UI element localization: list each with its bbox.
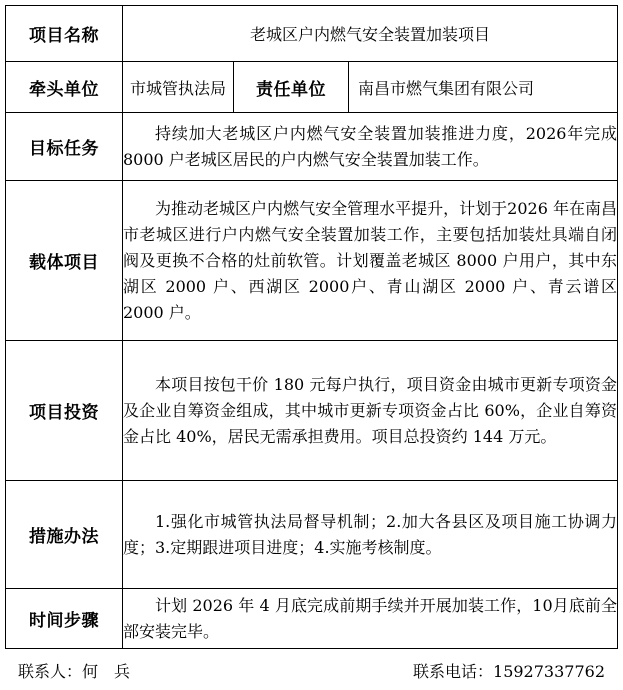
contact-person: 联系人：何 兵: [18, 662, 131, 681]
investment-text: 本项目按包干价 180 元每户执行，项目资金由城市更新专项资金及企业自筹资金组成，其中城市更新专项资金占比 60%，企业自筹资金占比 40%，居民无需承担费用。项目总投资约 144 万元。: [123, 374, 618, 446]
schedule-label: 时间步骤: [6, 589, 123, 649]
lead-unit-value: 市城管执法局: [123, 62, 234, 113]
row-project-name: [6, 6, 618, 62]
project-name-value: 老城区户内燃气安全装置加装项目: [123, 6, 618, 62]
investment-label: 项目投资: [6, 341, 123, 481]
carrier-label: 载体项目: [6, 181, 123, 341]
contact-phone: 联系电话：15927337762: [413, 662, 605, 681]
row-investment: [6, 341, 618, 481]
row-target: [6, 113, 618, 181]
target-text: 持续加大老城区户内燃气安全装置加装推进力度，2026年完成 8000 户老城区居民的户内燃气安全装置加装工作。: [123, 123, 618, 169]
measures-label: 措施办法: [6, 481, 123, 589]
carrier-text: 为推动老城区户内燃气安全管理水平提升，计划于2026 年在南昌市老城区进行户内燃气安全装置加装工作，主要包括加装灶具端自闭阀及更换不合格的灶前软管。计划覆盖老城区 8000 户用户，其中东湖区 2000 户、西湖区 2000户、青山湖区 2000 户、青云谱区 2000 户。: [123, 198, 618, 322]
schedule-text: 计划 2026 年 4 月底完成前期手续并开展加装工作，10月底前全部安装完毕。: [123, 595, 618, 641]
lead-unit-label: 牵头单位: [6, 62, 123, 113]
responsible-unit-label: 责任单位: [234, 62, 349, 113]
project-info-table: [5, 5, 618, 649]
row-schedule: [6, 589, 618, 649]
row-lead-unit: [6, 62, 618, 113]
project-name-label: 项目名称: [6, 6, 123, 62]
responsible-unit-value: 南昌市燃气集团有限公司: [349, 62, 618, 113]
target-label: 目标任务: [6, 113, 123, 181]
row-carrier: [6, 181, 618, 341]
row-measures: [6, 481, 618, 589]
measures-text: 1.强化市城管执法局督导机制；2.加大各县区及项目施工协调力度；3.定期跟进项目进度；4.实施考核制度。: [123, 511, 618, 557]
